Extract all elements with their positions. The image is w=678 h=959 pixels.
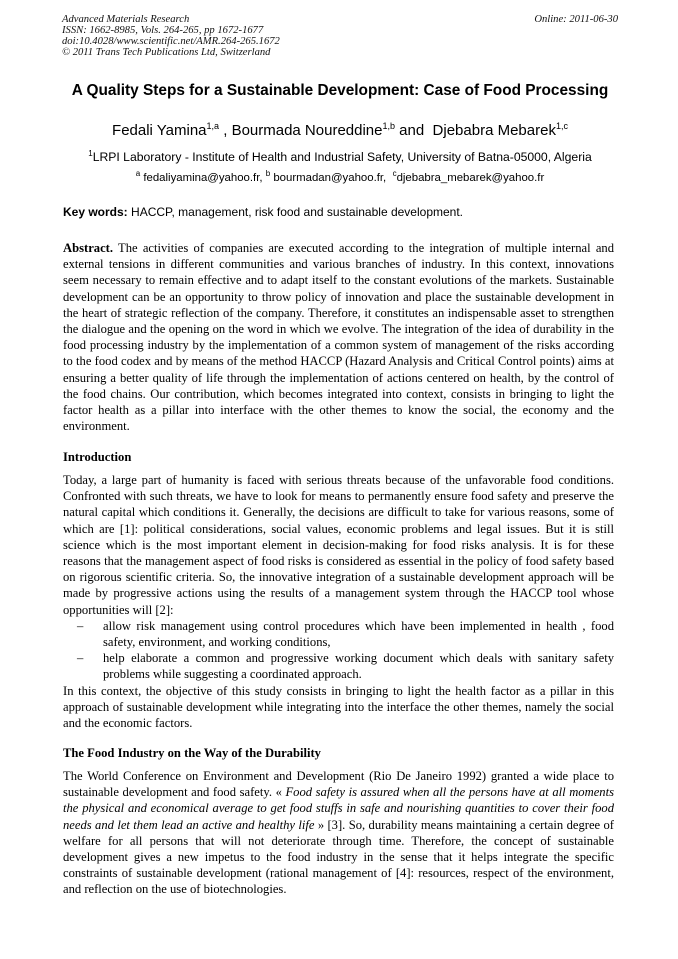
abstract-text: The activities of companies are executed according to the integration of multiple internal and external tensions in different communities and various branches of industry. In this context, innovations seem necessary to remain effective and to adapt itself to the constant evolutions of the markets. Sustainable development can be an opportunity to throw policy of innovation and place the sustainable development in the heart of strategic reflection of the company. Therefore, it constitutes an indispensable asset to strengthen the dialogue and the opening on the word in which we evolve. The integration of the idea of durability in the food processing industry by the implementation of a common system of management of the risks according to the food codex and by means of the method HACCP (Hazard Analysis and Critical Control points) aims at ensuring a better quality of life through the implementation of actions centered on health, by the control of the food chains. Our contribution, which becomes integrated into context, consists in bringing to light the factor health as a pillar into interface with the other themes to know the social, the economy and the environment.	[63, 241, 615, 434]
email-link[interactable]: djebabra_mebarek@yahoo.fr	[396, 172, 545, 184]
email-mark: a	[135, 169, 141, 178]
journal-name: Advanced Materials Research	[62, 14, 190, 25]
author-separator: and	[395, 122, 433, 139]
list-item-text: allow risk management using control procedures which have been implemented in health , food safety, environment, and working conditions,	[103, 618, 614, 650]
list-item	[63, 618, 614, 650]
issn: ISSN: 1662-8985, Vols. 264-265, pp 1672-1677	[62, 25, 264, 36]
bullet-dash: –	[77, 651, 84, 666]
food-industry-body	[63, 768, 614, 898]
author-name: Bourmada Noureddine	[231, 122, 383, 139]
paragraph-text: The World Conference on Environment and Development (Rio De Janeiro 1992) granted a wide place to sustainable development and food safety. «	[63, 769, 614, 800]
keywords-label: Key words:	[63, 205, 128, 219]
affiliation-text: LRPI Laboratory - Institute of Health and Industrial Safety, University of Batna-05000, Algeria	[92, 150, 592, 164]
author-emails	[40, 171, 640, 186]
email-mark: c	[392, 169, 397, 178]
paragraph	[63, 768, 614, 898]
author-affil-mark: 1,a	[206, 121, 220, 131]
list-item-text: help elaborate a common and progressive working document which deals with sanitary safety problems while suggesting a coordinated approach.	[103, 651, 614, 682]
author-list	[40, 121, 640, 141]
introduction-body	[63, 472, 614, 731]
bullet-dash: –	[77, 618, 84, 633]
keywords-text: HACCP, management, risk food and sustainable development.	[131, 205, 463, 219]
paragraph-text: » [3]. So, durability means maintaining a certain degree of welfare for all persons that will not deteriorate through time. Therefore, the concept of sustainable development gives a new impetus to the food industry in the sense that it helps integrate the specific constraints of sustainable development (rational management of [4]: resources, respect of the environment, and reflection on the use of biotechnologies.	[63, 817, 614, 897]
paragraph: In this context, the objective of this study consists in bringing to light the health factor as a pillar in this approach of sustainable development while integrating into the interface the other themes, namely the social and the economic factors.	[63, 683, 614, 731]
email-mark: b	[265, 169, 271, 178]
copyright: © 2011 Trans Tech Publications Ltd, Switzerland	[62, 47, 271, 58]
author-separator: ,	[219, 122, 232, 139]
doi: doi:10.4028/www.scientific.net/AMR.264-265.1672	[62, 36, 280, 47]
affiliation	[40, 149, 640, 165]
author-affil-mark: 1,b	[382, 121, 396, 131]
section-heading-introduction: Introduction	[63, 450, 132, 464]
email-link[interactable]: fedaliyamina@yahoo.fr,	[143, 172, 266, 184]
abstract-label: Abstract.	[63, 241, 114, 255]
affiliation-mark: 1	[88, 149, 93, 158]
online-date: Online: 2011-06-30	[534, 14, 618, 25]
author-name: Djebabra Mebarek	[432, 122, 556, 139]
journal-header	[62, 14, 618, 58]
author-affil-mark: 1,c	[555, 121, 568, 131]
list-item	[63, 650, 614, 682]
paper-title: A Quality Steps for a Sustainable Development: Case of Food Processing	[71, 82, 609, 99]
email-link[interactable]: bourmadan@yahoo.fr,	[273, 172, 393, 184]
quotation: Food safety is assured when all the persons have at all moments the physical and economical average to get food stuffs in safe and nourishing quantities to cover their food needs and let them lead an active and healthy life	[63, 785, 614, 832]
section-heading-food-industry: The Food Industry on the Way of the Durability	[63, 746, 321, 760]
paragraph: Today, a large part of humanity is faced with serious threats because of the unfavorable food conditions. Confronted with such threats, we have to look for means to permanently ensure food safety and preserve the natural capital which conditions it. Generally, the decisions are difficult to take for various reasons, some of which are [1]: political considerations, social values, economic problems and legal issues. But it is still science which is the most important element in decision-making for food risks analysis. It is for these reasons that the management aspect of food risks is considered as essential in the policy of food safety based on rigorous scientific criteria. So, the innovative integration of a sustainable development approach will be made by progressive actions using the results of a management system through the HACCP tool whose opportunities will [2]:	[63, 473, 614, 617]
keywords	[63, 205, 615, 220]
author-name: Fedali Yamina	[112, 122, 207, 139]
bullet-list	[63, 618, 614, 683]
abstract	[63, 240, 614, 434]
